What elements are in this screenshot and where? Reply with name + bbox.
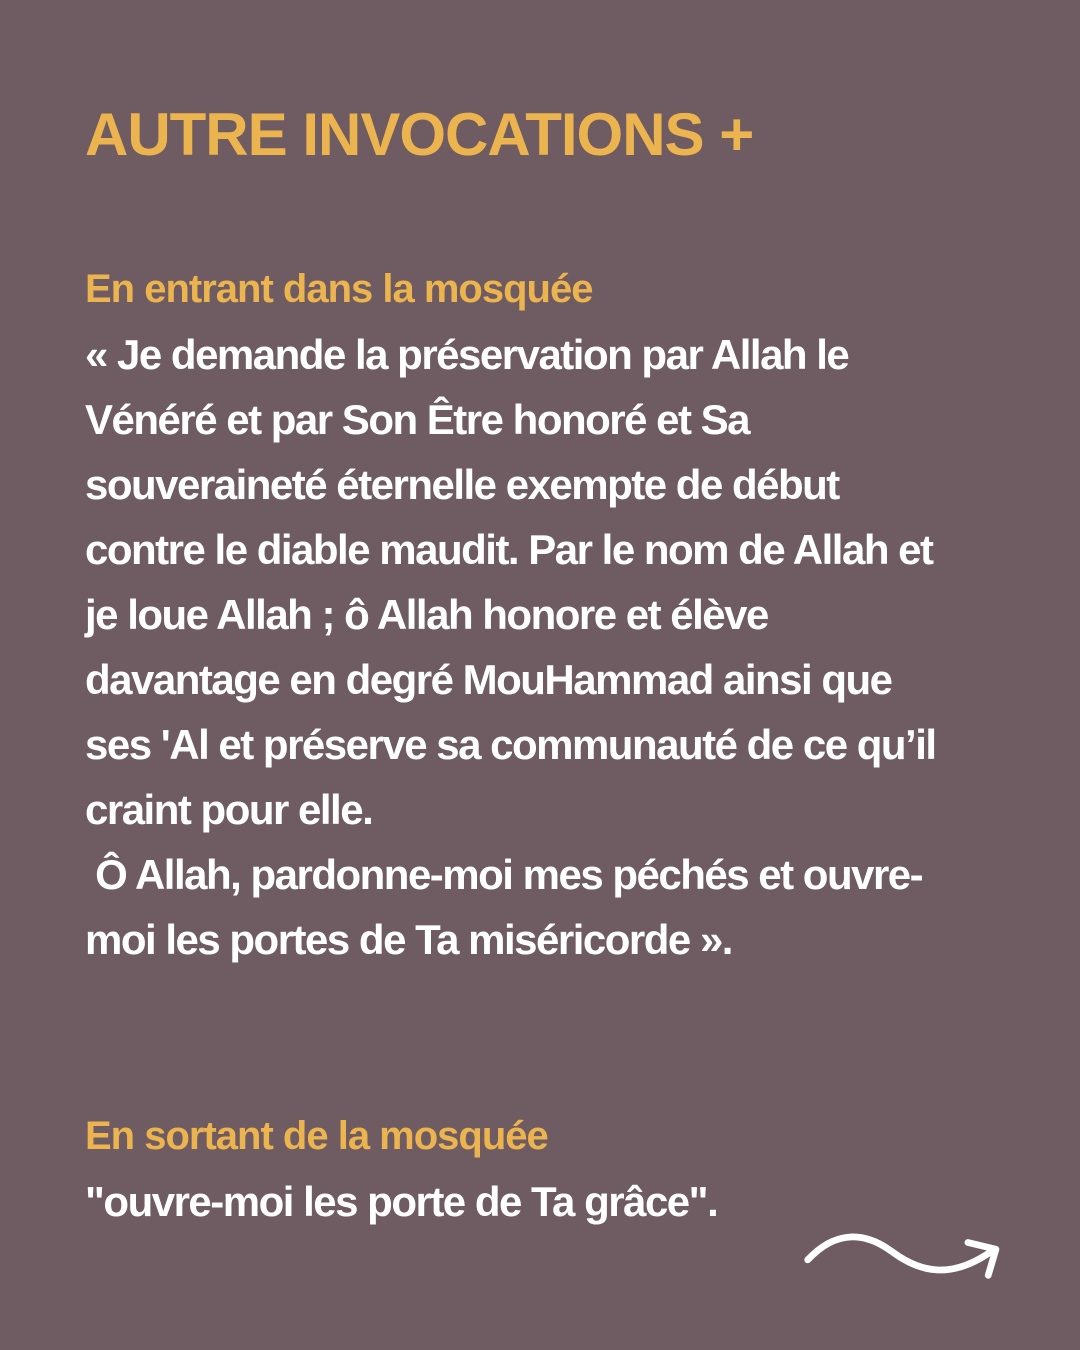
body-line: Vénéré et par Son Être honoré et Sa xyxy=(85,396,750,443)
body-line: souveraineté éternelle exempte de début xyxy=(85,461,839,508)
body-line: davantage en degré MouHammad ainsi que xyxy=(85,656,892,703)
section-heading: En sortant de la mosquée xyxy=(85,1114,548,1158)
body-line: "ouvre-moi les porte de Ta grâce". xyxy=(85,1178,718,1225)
body-line: Ô Allah, pardonne-moi mes péchés et ouvre- xyxy=(85,851,923,898)
body-line: « Je demande la préservation par Allah le xyxy=(85,331,849,378)
page-title: AUTRE INVOCATIONS + xyxy=(85,101,754,168)
body-line: contre le diable maudit. Par le nom de Allah et xyxy=(85,526,933,573)
body-line: ses 'Al et préserve sa communauté de ce qu’il xyxy=(85,721,936,768)
body-line: craint pour elle. xyxy=(85,786,373,833)
section-heading: En entrant dans la mosquée xyxy=(85,267,593,311)
curved-arrow-icon xyxy=(800,1214,1022,1298)
body-line: je loue Allah ; ô Allah honore et élève xyxy=(85,591,768,638)
section-entering-mosque xyxy=(85,257,1020,972)
body-line: moi les portes de Ta miséricorde ». xyxy=(85,916,732,963)
